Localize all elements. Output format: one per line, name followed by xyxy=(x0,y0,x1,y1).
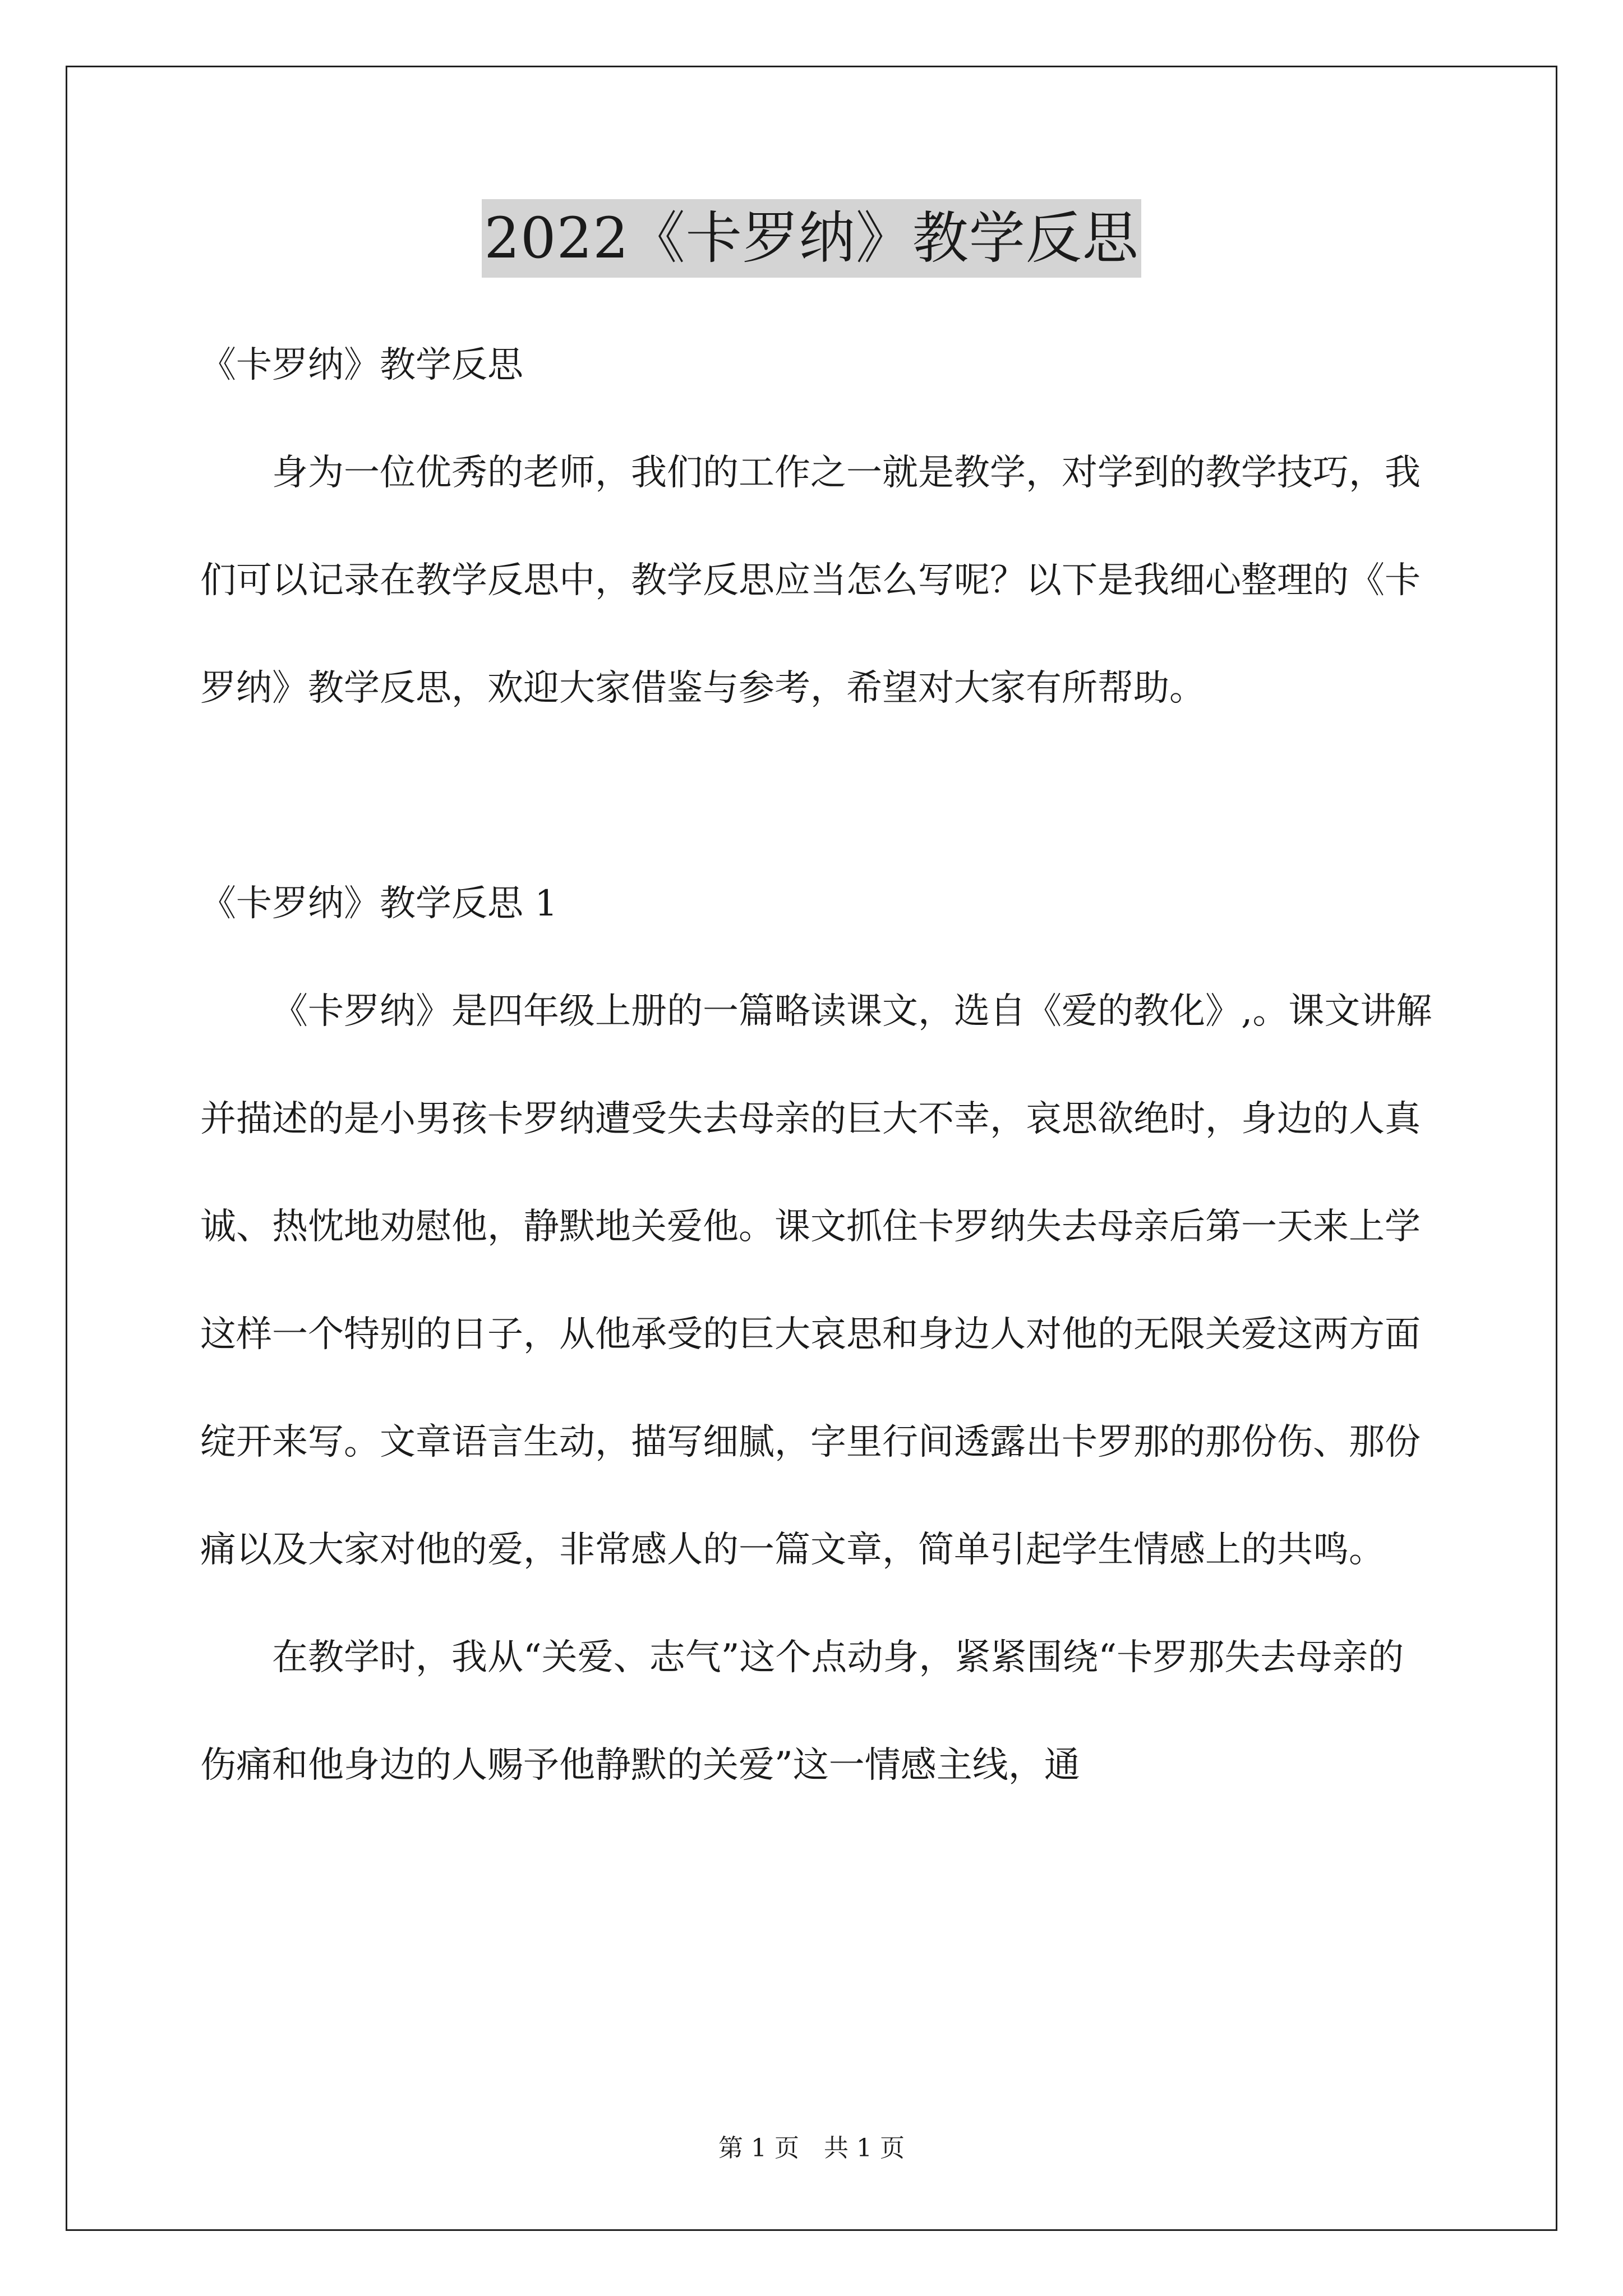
intro-paragraph: 身为一位优秀的老师，我们的工作之一就是教学，对学到的教学技巧，我们可以记录在教学反思中，教学反思应当怎么写呢？以下是我细心整理的《卡罗纳》教学反思，欢迎大家借鉴与参考，希望对大家有所帮助。 xyxy=(200,452,1421,709)
document-body xyxy=(200,311,1434,1819)
section-gap xyxy=(200,742,1434,850)
section-heading: 《卡罗纳》教学反思 1 xyxy=(200,883,558,924)
page-footer: 第 1 页 共 1 页 xyxy=(718,2134,905,2162)
subtitle: 《卡罗纳》教学反思 xyxy=(200,344,523,386)
body-paragraph-2: 在教学时，我从“关爱、志气”这个点动身，紧紧围绕“卡罗那失去母亲的伤痛和他身边的人赐予他静默的关爱”这一情感主线，通 xyxy=(200,1637,1404,1786)
title-container xyxy=(0,199,1623,278)
document-title: 2022《卡罗纳》教学反思 xyxy=(482,199,1141,278)
body-paragraph-1: 《卡罗纳》是四年级上册的一篇略读课文，选自《爱的教化》,。课文讲解并描述的是小男孩卡罗纳遭受失去母亲的巨大不幸，哀思欲绝时，身边的人真诚、热忱地劝慰他，静默地关爱他。课文抓住卡罗纳失去母亲后第一天来上学这样一个特别的日子，从他承受的巨大哀思和身边人对他的无限关爱这两方面绽开来写。文章语言生动，描写细腻，字里行间透露出卡罗那的那份伤、那份痛以及大家对他的爱，非常感人的一篇文章，简单引起学生情感上的共鸣。 xyxy=(200,991,1432,1571)
